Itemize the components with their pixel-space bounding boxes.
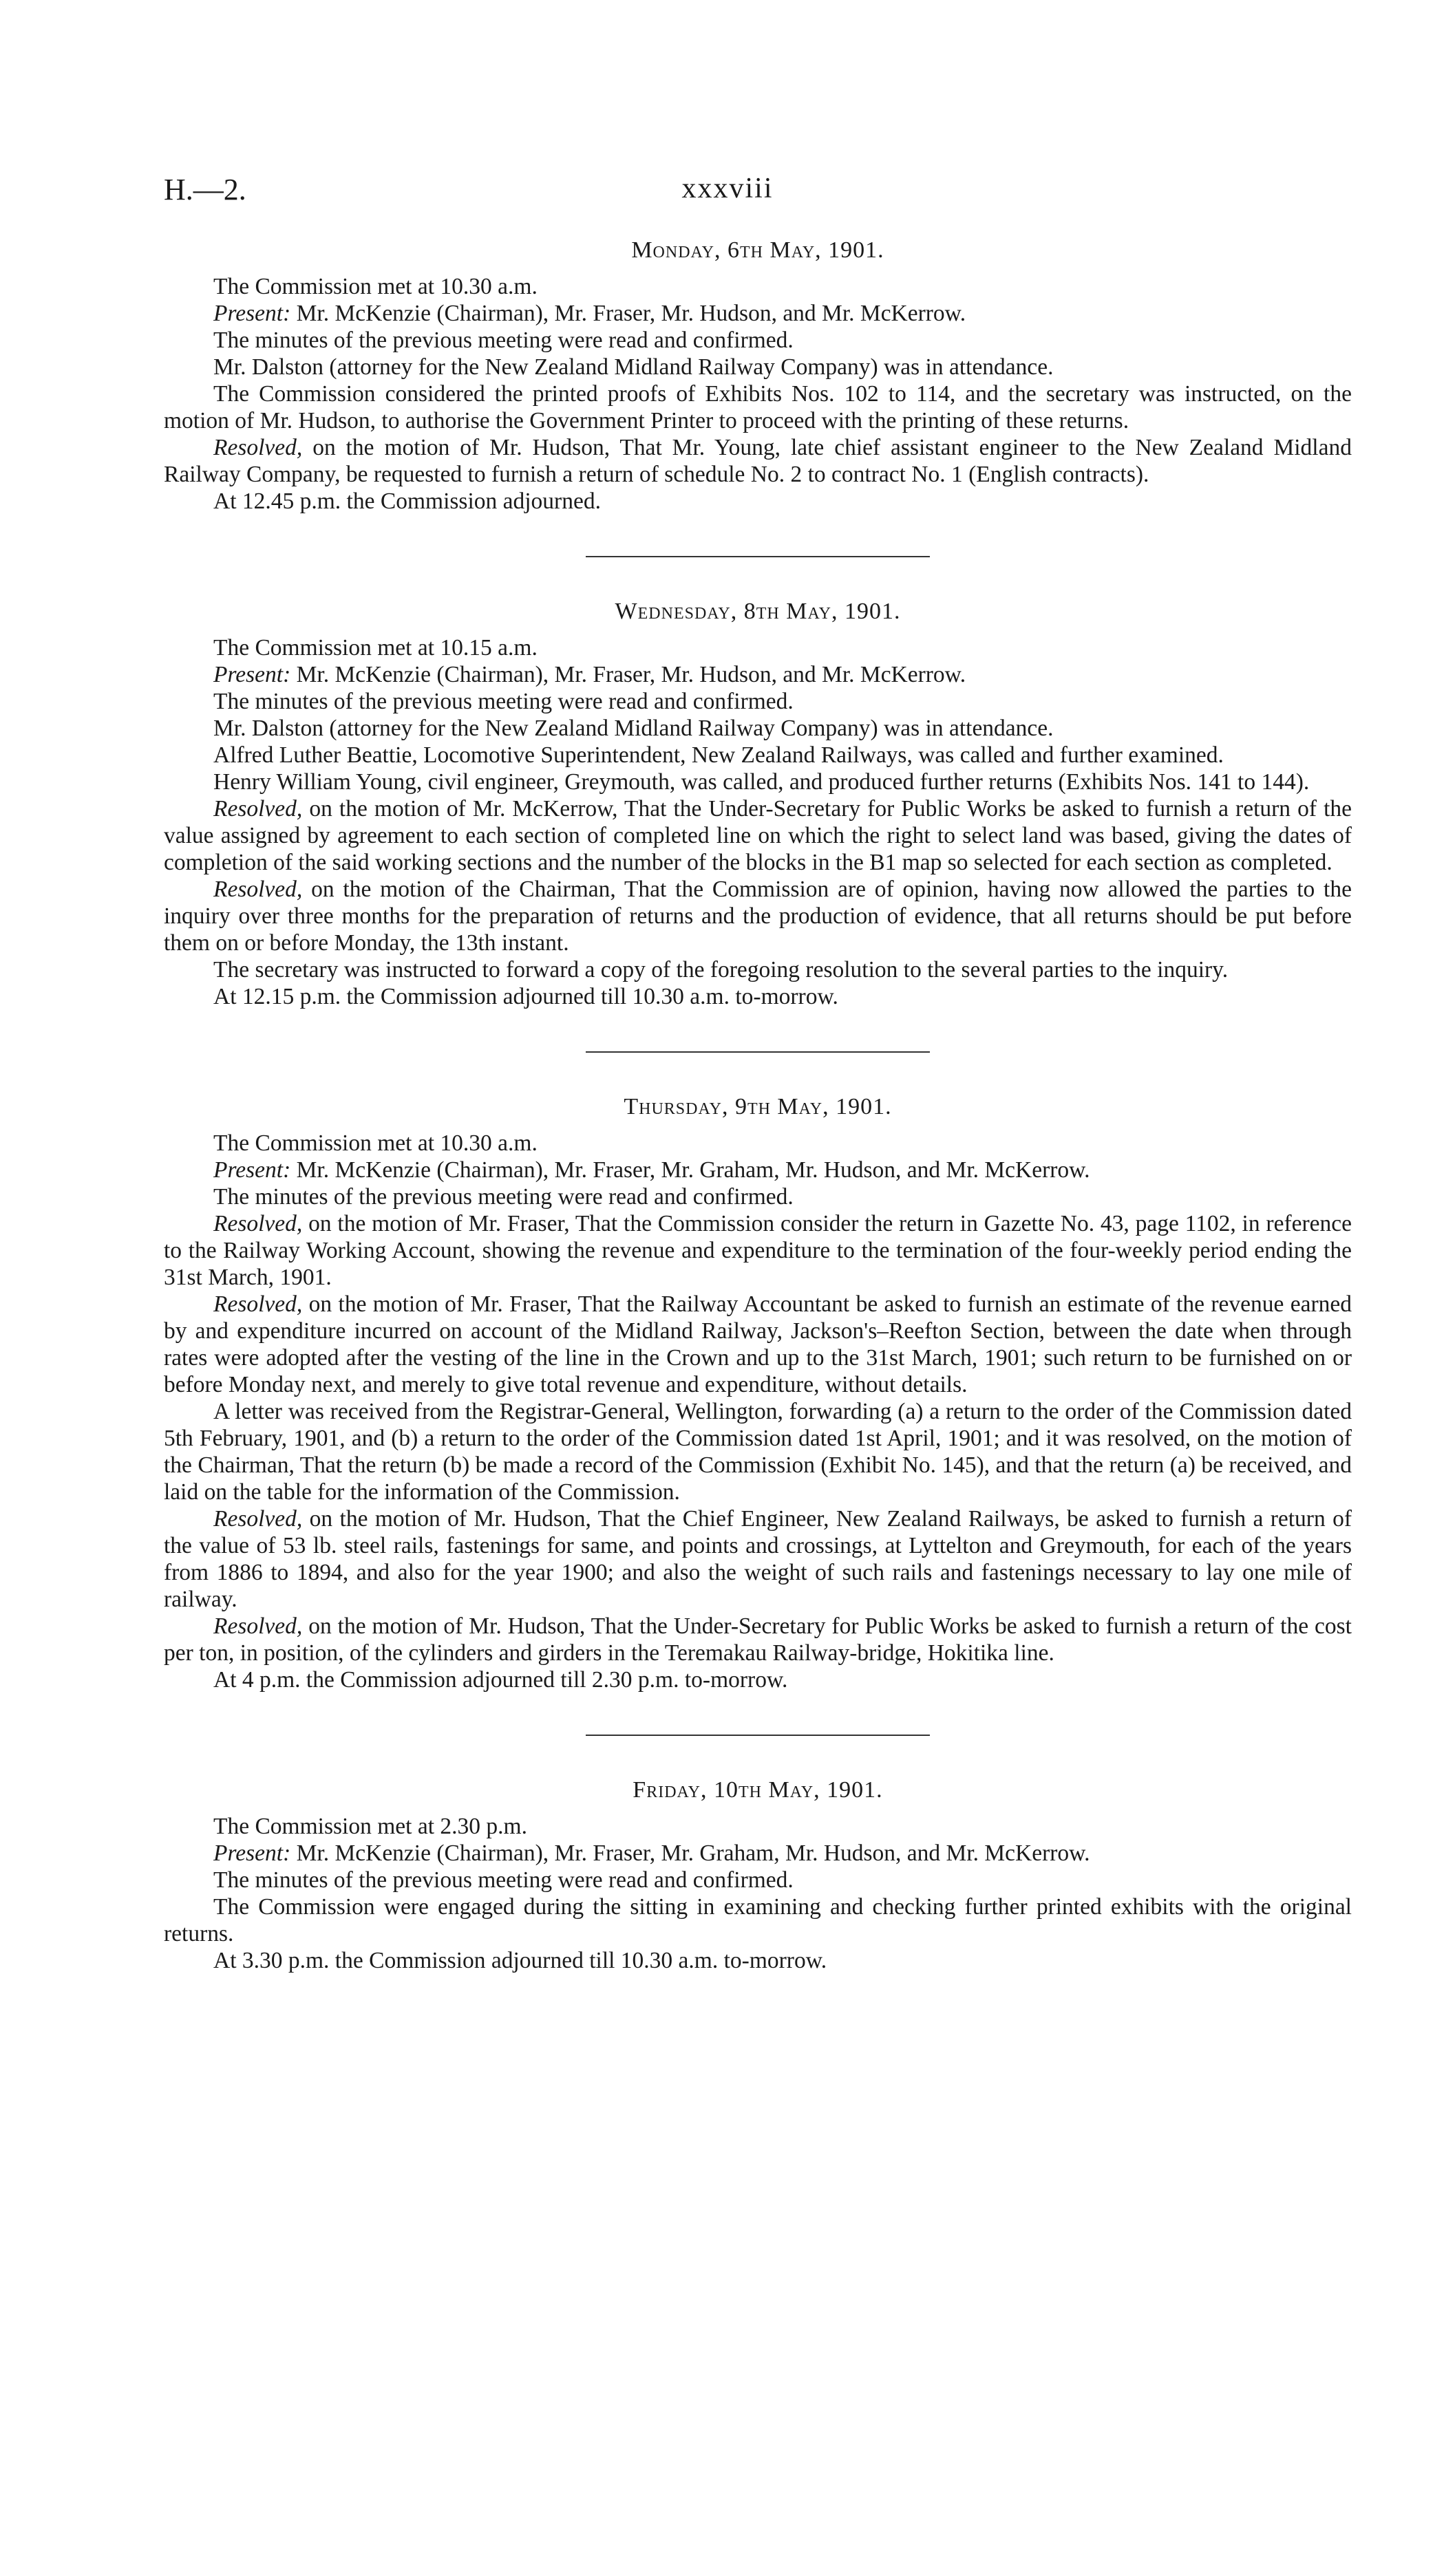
paragraph (164, 273, 1352, 300)
paragraph (164, 1157, 1352, 1183)
paragraph (164, 1893, 1352, 1947)
paragraph (164, 688, 1352, 715)
paragraph-lead: Resolved, (213, 877, 303, 902)
paragraph-text: Mr. McKenzie (Chairman), Mr. Fraser, Mr. Graham, Mr. Hudson, and Mr. McKerrow. (290, 1157, 1090, 1183)
paragraph-lead: Present: (213, 662, 291, 687)
paragraph-lead: Resolved, (213, 796, 303, 822)
paragraph (164, 1505, 1352, 1613)
paragraph (164, 876, 1352, 956)
paragraph-text: The Commission met at 2.30 p.m. (213, 1814, 527, 1839)
paragraph (164, 354, 1352, 380)
paragraph-lead: Resolved, (213, 1506, 303, 1532)
paragraph-text: on the motion of Mr. McKerrow, That the Under-Secretary for Public Works be asked to furnish a return of the value assigned by agreement to each section of completed line on which the right to select land was based, giving the dates of completion of the said working sections and the number of the blocks in the B1 map so selected for each section as completed. (164, 796, 1352, 875)
meeting-date: Wednesday, 8th May, 1901. (615, 599, 901, 624)
meeting-entry (164, 1777, 1352, 1974)
paragraph (164, 795, 1352, 876)
minutes-body (164, 237, 1352, 1974)
paragraph-lead: Resolved, (213, 1613, 303, 1639)
paragraph-text: The Commission met at 10.30 a.m. (213, 274, 538, 299)
paragraph (164, 1666, 1352, 1693)
paragraph-text: The minutes of the previous meeting were read and confirmed. (213, 1184, 794, 1210)
paragraph-text: on the motion of Mr. Hudson, That the Chief Engineer, New Zealand Railways, be asked to furnish a return of the value of 53 lb. steel rails, fastenings for same, and points and crossings, at Lyttelton and Greymouth, for each of the years from 1886 to 1894, and also for the year 1900; and also the weight of such rails and fastenings necessary to lay one mile of railway. (164, 1506, 1352, 1612)
paragraph (164, 661, 1352, 688)
paragraph-text: Henry William Young, civil engineer, Greymouth, was called, and produced further returns (Exhibits Nos. 141 to 144). (213, 769, 1310, 795)
paragraph-text: Mr. McKenzie (Chairman), Mr. Fraser, Mr. Graham, Mr. Hudson, and Mr. McKerrow. (290, 1840, 1090, 1866)
paragraph-lead: Resolved, (213, 1211, 303, 1236)
paragraph-text: Mr. Dalston (attorney for the New Zealand Midland Railway Company) was in attendance. (213, 716, 1054, 741)
paragraph-lead: Present: (213, 1840, 291, 1866)
meeting-entry (164, 599, 1352, 1010)
meeting-date: Thursday, 9th May, 1901. (624, 1094, 892, 1119)
section-divider (586, 1735, 930, 1736)
paragraph-lead: Resolved, (213, 1291, 303, 1317)
paragraph-text: Mr. McKenzie (Chairman), Mr. Fraser, Mr. Hudson, and Mr. McKerrow. (290, 662, 966, 687)
paragraph (164, 300, 1352, 327)
paragraph-text: on the motion of Mr. Hudson, That the Under-Secretary for Public Works be asked to furnish a return of the cost per ton, in position, of the cylinders and girders in the Teremakau Railway-bridge, Hokitika line. (164, 1613, 1352, 1666)
paragraph-text: The Commission met at 10.30 a.m. (213, 1130, 538, 1156)
paragraph (164, 488, 1352, 515)
paragraph (164, 1813, 1352, 1840)
paragraph (164, 1210, 1352, 1291)
page-header (0, 172, 1455, 213)
paragraph (164, 769, 1352, 795)
paragraph-text: Alfred Luther Beattie, Locomotive Superintendent, New Zealand Railways, was called and further examined. (213, 742, 1224, 768)
paragraph-lead: Present: (213, 301, 291, 326)
paragraph-text: At 12.15 p.m. the Commission adjourned till 10.30 a.m. to-morrow. (213, 984, 838, 1009)
paragraph (164, 983, 1352, 1010)
paragraph (164, 1183, 1352, 1210)
paragraph-lead: Resolved, (213, 435, 303, 460)
meeting-date: Monday, 6th May, 1901. (631, 237, 884, 263)
paragraph (164, 1867, 1352, 1893)
paragraph (164, 1291, 1352, 1398)
paragraph-text: Mr. Dalston (attorney for the New Zealand Midland Railway Company) was in attendance. (213, 354, 1054, 380)
paragraph (164, 380, 1352, 434)
paragraph (164, 1840, 1352, 1867)
section-divider (586, 556, 930, 557)
section-divider (586, 1051, 930, 1053)
meeting-entry (164, 237, 1352, 515)
paragraph-text: The secretary was instructed to forward a copy of the foregoing resolution to the several parties to the inquiry. (213, 957, 1229, 983)
paragraph-text: A letter was received from the Registrar-General, Wellington, forwarding (a) a return to the order of the Commission dated 5th February, 1901, and (b) a return to the order of the Commission dated 1st April, 1901; and it was resolved, on the motion of the Chairman, That the return (b) be made a record of the Commission (Exhibit No. 145), and that the return (a) be received, and laid on the table for the information of the Commission. (164, 1399, 1352, 1505)
paragraph (164, 1130, 1352, 1157)
paragraph-text: on the motion of Mr. Fraser, That the Railway Accountant be asked to furnish an estimate of the revenue earned by and expenditure incurred on account of the Midland Railway, Jackson's–Reefton Section, between the date when through rates were adopted after the vesting of the line in the Crown and up to the 31st March, 1901; such return to be furnished on or before Monday next, and merely to give total revenue and expenditure, without details. (164, 1291, 1352, 1397)
paragraph (164, 327, 1352, 354)
paragraph-text: The minutes of the previous meeting were read and confirmed. (213, 689, 794, 714)
paragraph (164, 1947, 1352, 1974)
page-number: xxxviii (681, 173, 774, 204)
paragraph-text: on the motion of the Chairman, That the Commission are of opinion, having now allowed the parties to the inquiry over three months for the preparation of returns and the production of evidence, that all returns should be put before them on or before Monday, the 13th instant. (164, 877, 1352, 956)
paragraph-text: The Commission were engaged during the sitting in examining and checking further printed exhibits with the original returns. (164, 1894, 1352, 1946)
paragraph-text: At 12.45 p.m. the Commission adjourned. (213, 489, 601, 514)
paragraph (164, 956, 1352, 983)
paragraph (164, 742, 1352, 769)
meeting-entry (164, 1094, 1352, 1693)
paragraph (164, 715, 1352, 742)
paragraph-text: The minutes of the previous meeting were read and confirmed. (213, 328, 794, 353)
paragraph-lead: Present: (213, 1157, 291, 1183)
paragraph-text: The minutes of the previous meeting were read and confirmed. (213, 1867, 794, 1893)
paragraph-text: At 3.30 p.m. the Commission adjourned till 10.30 a.m. to-morrow. (213, 1948, 827, 1973)
document-reference: H.—2. (164, 173, 246, 206)
paragraph (164, 434, 1352, 488)
paragraph-text: on the motion of Mr. Fraser, That the Commission consider the return in Gazette No. 43, page 1102, in reference to the Railway Working Account, showing the revenue and expenditure to the termination of the four-weekly period ending the 31st March, 1901. (164, 1211, 1352, 1290)
paragraph (164, 634, 1352, 661)
paragraph (164, 1613, 1352, 1666)
paragraph-text: At 4 p.m. the Commission adjourned till 2.30 p.m. to-morrow. (213, 1667, 788, 1693)
paragraph-text: The Commission met at 10.15 a.m. (213, 635, 538, 661)
paragraph-text: The Commission considered the printed proofs of Exhibits Nos. 102 to 114, and the secretary was instructed, on the motion of Mr. Hudson, to authorise the Government Printer to proceed with the printing of these returns. (164, 381, 1352, 433)
paragraph-text: Mr. McKenzie (Chairman), Mr. Fraser, Mr. Hudson, and Mr. McKerrow. (290, 301, 966, 326)
paragraph-text: on the motion of Mr. Hudson, That Mr. Young, late chief assistant engineer to the New Zealand Midland Railway Company, be requested to furnish a return of schedule No. 2 to contract No. 1 (English contracts). (164, 435, 1352, 487)
paragraph (164, 1398, 1352, 1505)
meeting-date: Friday, 10th May, 1901. (633, 1777, 883, 1803)
